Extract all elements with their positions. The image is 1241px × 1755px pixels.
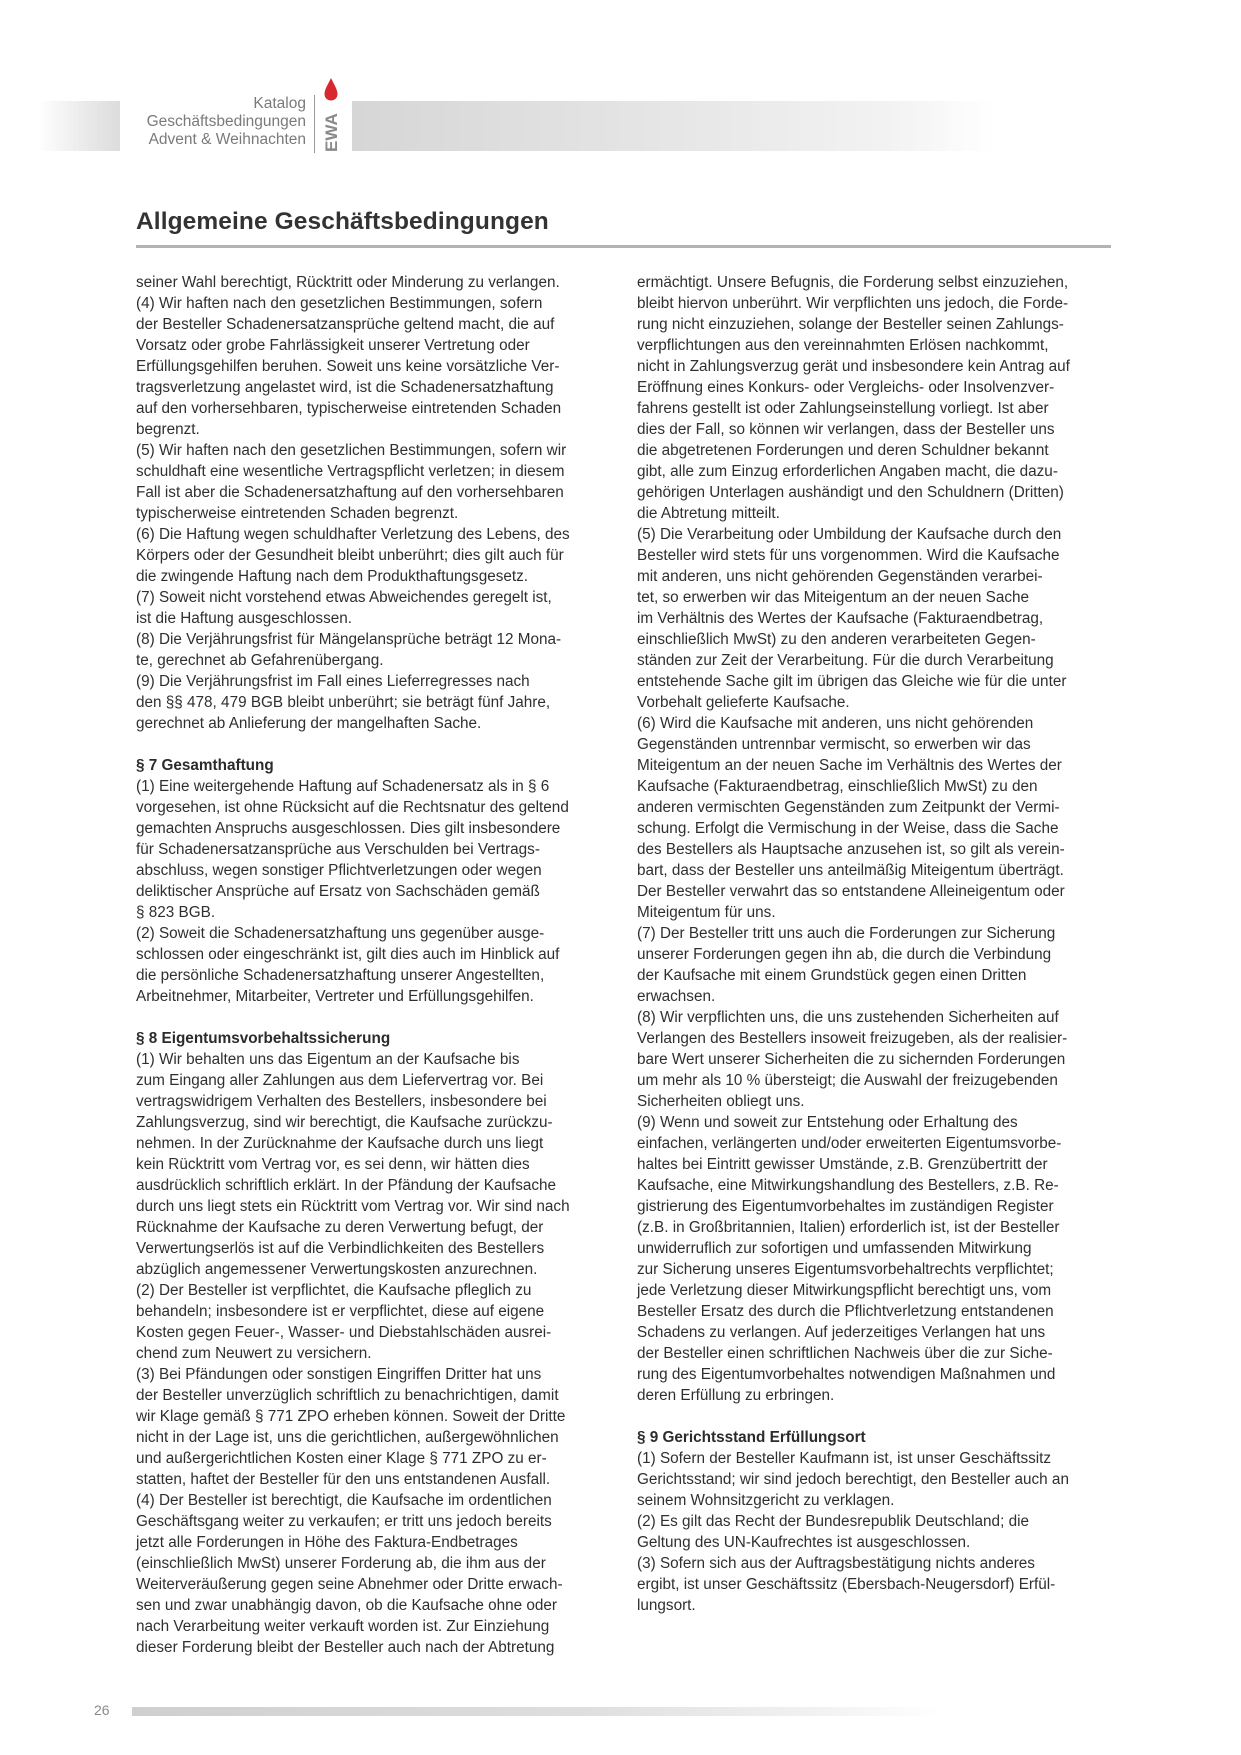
text-line: zur Sicherung unseres Eigentumsvorbehaltrechts verpflichtet; xyxy=(637,1261,1054,1278)
text-line: einfachen, verlängerten und/oder erweiterten Eigentumsvorbe- xyxy=(637,1135,1062,1152)
logo-text: EWA xyxy=(322,113,341,152)
text-line: ständen zur Zeit der Verarbeitung. Für die durch Verarbeitung xyxy=(637,652,1054,669)
text-line: anderen vermischten Gegenständen zum Zeitpunkt der Vermi- xyxy=(637,799,1060,816)
text-line: schung. Erfolgt die Vermischung in der Weise, dass die Sache xyxy=(637,820,1059,837)
text-line: einschließlich MwSt) zu den anderen verarbeiteten Gegen- xyxy=(637,631,1036,648)
text-line: (1) Sofern der Besteller Kaufmann ist, ist unser Geschäftssitz xyxy=(637,1450,1052,1467)
text-line: Geschäftsgang weiter zu verkaufen; er tritt uns jedoch bereits xyxy=(136,1513,552,1530)
text-line: bare Wert unserer Sicherheiten die zu sichernden Forderungen xyxy=(637,1051,1066,1068)
footer-bar xyxy=(132,1707,942,1716)
text-line: Vorbehalt gelieferte Kaufsache. xyxy=(637,694,850,711)
text-line: (5) Wir haften nach den gesetzlichen Bestimmungen, sofern wir xyxy=(136,442,567,459)
text-line: der Kaufsache mit einem Grundstück gegen einen Dritten xyxy=(637,967,1027,984)
text-line: tet, so erwerben wir das Miteigentum an der neuen Sache xyxy=(637,589,1029,606)
text-line: gehörigen Unterlagen aushändigt und den Schuldnern (Dritten) xyxy=(637,484,1064,501)
text-line: (8) Die Verjährungsfrist für Mängelansprüche beträgt 12 Mona- xyxy=(136,631,562,648)
text-line: Arbeitnehmer, Mitarbeiter, Vertreter und Erfüllungsgehilfen. xyxy=(136,988,534,1005)
text-line: Körpers oder der Gesundheit bleibt unberührt; dies gilt auch für xyxy=(136,547,564,564)
catalog-header-line2: Geschäftsbedingungen xyxy=(146,113,306,130)
text-line: die persönliche Schadenersatzhaftung unserer Angestellten, xyxy=(136,967,545,984)
text-line: § 823 BGB. xyxy=(136,904,216,921)
text-line: der Besteller einen schriftlichen Nachweis über die zur Siche- xyxy=(637,1345,1053,1362)
text-line: seiner Wahl berechtigt, Rücktritt oder Minderung zu verlangen. xyxy=(136,274,560,291)
text-line: die Abtretung mitteilt. xyxy=(637,505,780,522)
text-line: durch uns liegt stets ein Rücktritt vom Vertrag vor. Wir sind nach xyxy=(136,1198,570,1215)
text-line: Erfüllungsgehilfen beruhen. Soweit uns keine vorsätzliche Ver- xyxy=(136,358,560,375)
text-line: der Besteller unverzüglich schriftlich zu benachrichtigen, damit xyxy=(136,1387,559,1404)
text-line: um mehr als 10 % übersteigt; die Auswahl der freizugebenden xyxy=(637,1072,1058,1089)
text-line: Miteigentum an der neuen Sache im Verhältnis des Wertes der xyxy=(637,757,1062,774)
text-line: Verwertungserlös ist auf die Verbindlichkeiten des Bestellers xyxy=(136,1240,545,1257)
text-line: bart, dass der Besteller uns anteilmäßig Miteigentum überträgt. xyxy=(637,862,1064,879)
section-heading-7: § 7 Gesamthaftung xyxy=(136,757,274,774)
text-line: deliktischer Ansprüche auf Ersatz von Sachschäden gemäß xyxy=(136,883,540,900)
text-line: statten, haftet der Besteller für den uns entstandenen Ausfall. xyxy=(136,1471,551,1488)
text-line: Schadens zu verlangen. Auf jederzeitiges Verlangen hat uns xyxy=(637,1324,1046,1341)
text-line: den §§ 478, 479 BGB bleibt unberührt; sie beträgt fünf Jahre, xyxy=(136,694,551,711)
text-line: Besteller wird stets für uns vorgenommen. Wird die Kaufsache xyxy=(637,547,1060,564)
text-line: (2) Soweit die Schadenersatzhaftung uns gegenüber ausge- xyxy=(136,925,545,942)
text-line: Der Besteller verwahrt das so entstandene Alleineigentum oder xyxy=(637,883,1065,900)
text-line: tragsverletzung angelastet wird, ist die Schadenersatzhaftung xyxy=(136,379,554,396)
text-line: begrenzt. xyxy=(136,421,200,438)
text-line: typischerweise eintretenden Schaden begrenzt. xyxy=(136,505,459,522)
text-line: für Schadenersatzansprüche aus Verschulden bei Vertrags- xyxy=(136,841,540,858)
text-line: (3) Sofern sich aus der Auftragsbestätigung nichts anderes xyxy=(637,1555,1035,1572)
text-line: unwiderruflich zur sofortigen und umfassenden Mitwirkung xyxy=(637,1240,1032,1257)
text-line: verpflichtungen aus den vereinnahmten Erlösen nachkommt, xyxy=(637,337,1049,354)
text-line: chend zum Neuwert zu versichern. xyxy=(136,1345,372,1362)
text-line: (3) Bei Pfändungen oder sonstigen Eingriffen Dritter hat uns xyxy=(136,1366,542,1383)
catalog-header xyxy=(120,95,306,149)
text-line: (2) Der Besteller ist verpflichtet, die Kaufsache pfleglich zu xyxy=(136,1282,532,1299)
text-line: vorgesehen, ist ohne Rücksicht auf die Rechtsnatur des geltend xyxy=(136,799,569,816)
text-line: (9) Die Verjährungsfrist im Fall eines Lieferregresses nach xyxy=(136,673,530,690)
text-line: (2) Es gilt das Recht der Bundesrepublik Deutschland; die xyxy=(637,1513,1029,1530)
text-line: schlossen oder eingeschränkt ist, gilt dies auch im Hinblick auf xyxy=(136,946,560,963)
text-line: wir Klage gemäß § 771 ZPO erheben können. Soweit der Dritte xyxy=(136,1408,566,1425)
text-line: Eröffnung eines Konkurs- oder Vergleichs- oder Insolvenzver- xyxy=(637,379,1055,396)
text-line: haltes bei Eintritt gewisser Umstände, z.B. Grenzübertritt der xyxy=(637,1156,1048,1173)
text-line: Gerichtsstand; wir sind jedoch berechtigt, den Besteller auch an xyxy=(637,1471,1069,1488)
text-line: jede Verletzung dieser Mitwirkungspflicht berechtigt uns, vom xyxy=(637,1282,1052,1299)
text-line: zum Eingang aller Zahlungen aus dem Liefervertrag vor. Bei xyxy=(136,1072,544,1089)
page-number: 26 xyxy=(94,1702,110,1718)
text-line: (1) Eine weitergehende Haftung auf Schadenersatz als in § 6 xyxy=(136,778,550,795)
text-line: (einschließlich MwSt) unserer Forderung ab, die ihm aus der xyxy=(136,1555,546,1572)
text-line: seinem Wohnsitzgericht zu verklagen. xyxy=(637,1492,895,1509)
text-line: die zwingende Haftung nach dem Produkthaftungsgesetz. xyxy=(136,568,529,585)
text-line: Kaufsache (Fakturaendbetrag, einschließlich MwSt) zu den xyxy=(637,778,1038,795)
text-line: Besteller Ersatz des durch die Pflichtverletzung entstandenen xyxy=(637,1303,1054,1320)
section-heading-8: § 8 Eigentumsvorbehaltssicherung xyxy=(136,1030,391,1047)
header-band-left xyxy=(38,101,120,151)
text-line: und außergerichtlichen Kosten einer Klage § 771 ZPO zu er- xyxy=(136,1450,547,1467)
text-line: kein Rücktritt vom Vertrag vor, es sei denn, wir hätten dies xyxy=(136,1156,530,1173)
ewa-logo xyxy=(315,76,347,158)
text-line: Verlangen des Bestellers insoweit freizugeben, als der realisier- xyxy=(637,1030,1068,1047)
text-line: (7) Soweit nicht vorstehend etwas Abweichendes geregelt ist, xyxy=(136,589,552,606)
text-line: gibt, alle zum Einzug erforderlichen Angaben macht, die dazu- xyxy=(637,463,1058,480)
text-line: nehmen. In der Zurücknahme der Kaufsache durch uns liegt xyxy=(136,1135,544,1152)
text-line: te, gerechnet ab Gefahrenübergang. xyxy=(136,652,384,669)
text-line: gerechnet ab Anlieferung der mangelhaften Sache. xyxy=(136,715,482,732)
text-line: Zahlungsverzug, sind wir berechtigt, die Kaufsache zurückzu- xyxy=(136,1114,553,1131)
text-line: deren Erfüllung zu erbringen. xyxy=(637,1387,835,1404)
text-line: Vorsatz oder grobe Fahrlässigkeit unserer Vertretung oder xyxy=(136,337,530,354)
text-line: (6) Wird die Kaufsache mit anderen, uns nicht gehörenden xyxy=(637,715,1034,732)
text-line: (5) Die Verarbeitung oder Umbildung der Kaufsache durch den xyxy=(637,526,1062,543)
text-line: (z.B. in Großbritannien, Italien) erforderlich ist, ist der Besteller xyxy=(637,1219,1060,1236)
text-line: Geltung des UN-Kaufrechtes ist ausgeschlossen. xyxy=(637,1534,971,1551)
text-line: dieser Forderung bleibt der Besteller auch nach der Abtretung xyxy=(136,1639,555,1656)
text-line: behandeln; insbesondere ist er verpflichtet, diese auf eigene xyxy=(136,1303,545,1320)
text-line: erwachsen. xyxy=(637,988,716,1005)
text-line: (4) Wir haften nach den gesetzlichen Bestimmungen, sofern xyxy=(136,295,543,312)
text-line: (1) Wir behalten uns das Eigentum an der Kaufsache bis xyxy=(136,1051,520,1068)
text-line: die abgetretenen Forderungen und deren Schuldner bekannt xyxy=(637,442,1049,459)
text-line: ist die Haftung ausgeschlossen. xyxy=(136,610,352,627)
catalog-header-line1: Katalog xyxy=(253,95,306,112)
text-line: Gegenständen untrennbar vermischt, so erwerben wir das xyxy=(637,736,1031,753)
text-line: vertragswidrigem Verhalten des Bestellers, insbesondere bei xyxy=(136,1093,547,1110)
text-line: abschluss, wegen sonstiger Pflichtverletzungen oder wegen xyxy=(136,862,542,879)
left-column xyxy=(136,272,618,1658)
text-line: Kaufsache, eine Mitwirkungshandlung des Bestellers, z.B. Re- xyxy=(637,1177,1059,1194)
text-line: schuldhaft eine wesentliche Vertragspflicht verletzen; in diesem xyxy=(136,463,565,480)
text-line: Kosten gegen Feuer-, Wasser- und Diebstahlschäden ausrei- xyxy=(136,1324,552,1341)
catalog-header-line3: Advent & Weihnachten xyxy=(148,131,306,148)
text-line: sen und zwar unabhängig davon, ob die Kaufsache ohne oder xyxy=(136,1597,557,1614)
text-line: Weiterveräußerung gegen seine Abnehmer oder Dritte erwach- xyxy=(136,1576,563,1593)
text-line: nicht in der Lage ist, uns die gerichtlichen, außergewöhnlichen xyxy=(136,1429,559,1446)
text-line: lungsort. xyxy=(637,1597,696,1614)
text-line: entstehende Sache gilt im übrigen das Gleiche wie für die unter xyxy=(637,673,1067,690)
text-line: der Besteller Schadenersatzansprüche geltend macht, die auf xyxy=(136,316,555,333)
text-line: nach Verarbeitung weiter verkauft worden ist. Zur Einziehung xyxy=(136,1618,550,1635)
text-line: nicht in Zahlungsverzug gerät und insbesondere kein Antrag auf xyxy=(637,358,1070,375)
text-line: auf den vorhersehbaren, typischerweise eintretenden Schaden xyxy=(136,400,562,417)
text-line: dies der Fall, so können wir verlangen, dass der Besteller uns xyxy=(637,421,1055,438)
text-line: ausdrücklich schriftlich erklärt. In der Pfändung der Kaufsache xyxy=(136,1177,557,1194)
text-line: Rücknahme der Kaufsache zu deren Verwertung befugt, der xyxy=(136,1219,544,1236)
text-line: Sicherheiten obliegt uns. xyxy=(637,1093,805,1110)
text-line: des Bestellers als Hauptsache anzusehen ist, so gilt als verein- xyxy=(637,841,1065,858)
flame-icon xyxy=(325,78,338,101)
text-line: (6) Die Haftung wegen schuldhafter Verletzung des Lebens, des xyxy=(136,526,570,543)
text-line: abzüglich angemessener Verwertungskosten anzurechnen. xyxy=(136,1261,538,1278)
text-line: (8) Wir verpflichten uns, die uns zustehenden Sicherheiten auf xyxy=(637,1009,1059,1026)
text-line: (9) Wenn und soweit zur Entstehung oder Erhaltung des xyxy=(637,1114,1018,1131)
text-line: gistrierung des Eigentumvorbehaltes im zuständigen Register xyxy=(637,1198,1054,1215)
text-line: jetzt alle Forderungen in Höhe des Faktura-Endbetrages xyxy=(136,1534,518,1551)
text-line: ermächtigt. Unsere Befugnis, die Forderung selbst einzuziehen, xyxy=(637,274,1069,291)
text-line: (4) Der Besteller ist berechtigt, die Kaufsache im ordentlichen xyxy=(136,1492,552,1509)
text-line: mit anderen, uns nicht gehörenden Gegenständen verarbei- xyxy=(637,568,1043,585)
text-line: rung des Eigentumvorbehaltes notwendigen Maßnahmen und xyxy=(637,1366,1056,1383)
page-title: Allgemeine Geschäftsbedingungen xyxy=(136,208,549,235)
text-line: bleibt hiervon unberührt. Wir verpflichten uns jedoch, die Forde- xyxy=(637,295,1069,312)
text-line: gemachten Anspruchs ausgeschlossen. Dies gilt insbesondere xyxy=(136,820,561,837)
text-line: rung nicht einzuziehen, solange der Besteller seinen Zahlungs- xyxy=(637,316,1064,333)
title-rule xyxy=(136,245,1111,248)
section-heading-9: § 9 Gerichtsstand Erfüllungsort xyxy=(637,1429,866,1446)
text-line: Fall ist aber die Schadenersatzhaftung auf den vorhersehbaren xyxy=(136,484,564,501)
text-line: ergibt, ist unser Geschäftssitz (Ebersbach-Neugersdorf) Erfül- xyxy=(637,1576,1056,1593)
text-line: im Verhältnis des Wertes der Kaufsache (Fakturaendbetrag, xyxy=(637,610,1044,627)
header-band-right xyxy=(352,101,994,151)
right-column xyxy=(637,272,1119,1616)
text-line: Miteigentum für uns. xyxy=(637,904,776,921)
text-line: unserer Forderungen gegen ihn ab, die durch die Verbindung xyxy=(637,946,1052,963)
text-line: fahrens gestellt ist oder Zahlungseinstellung vorliegt. Ist aber xyxy=(637,400,1049,417)
text-line: (7) Der Besteller tritt uns auch die Forderungen zur Sicherung xyxy=(637,925,1056,942)
